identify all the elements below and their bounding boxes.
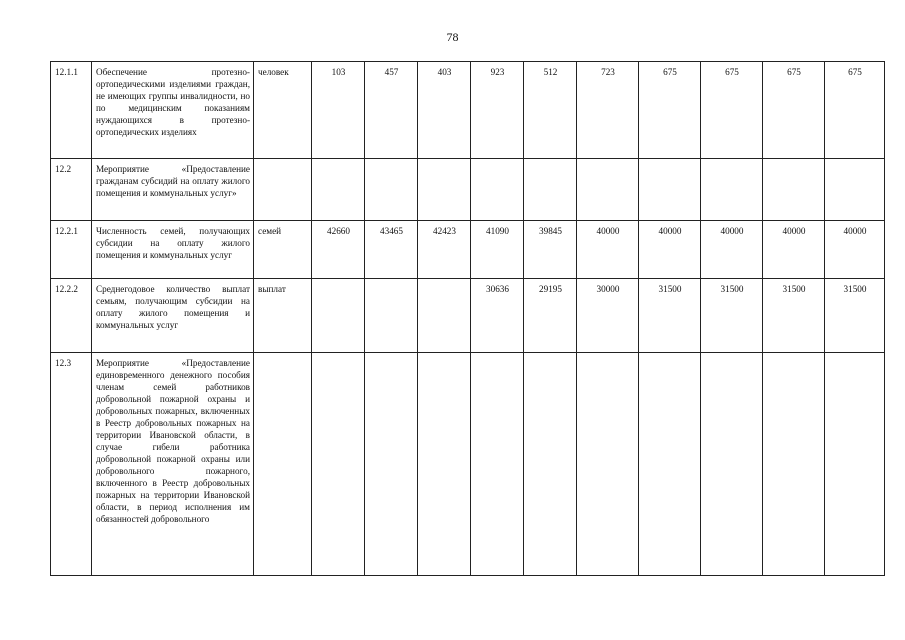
row-value: 31500: [825, 279, 885, 353]
row-value: [825, 353, 885, 576]
row-value: 923: [471, 62, 524, 159]
row-name: Среднегодовое количество выплат семьям, получающим субсидии на оплату жилого помещения и коммунальных услуг: [92, 279, 254, 353]
row-value: [365, 279, 418, 353]
row-value: [639, 159, 701, 221]
row-unit: [254, 159, 312, 221]
row-value: 31500: [639, 279, 701, 353]
row-value: [471, 159, 524, 221]
row-value: 39845: [524, 221, 577, 279]
row-name: Мероприятие «Предоставление единовременного денежного пособия членам семей работников добровольной пожарной охраны и добровольных пожарных, включенных в Реестр добровольных пожарных на территории Ивановской области, в случае гибели работника добровольной пожарной охраны или добровольного пожарного, включенного в Реестр добровольных пожарных на территории Ивановской области, в период исполнения им обязанностей добровольного: [92, 353, 254, 576]
row-value: 40000: [577, 221, 639, 279]
row-value: 42423: [418, 221, 471, 279]
row-value: 457: [365, 62, 418, 159]
indicators-table: [50, 61, 885, 576]
row-value: [471, 353, 524, 576]
row-value: 675: [763, 62, 825, 159]
row-value: 403: [418, 62, 471, 159]
row-value: 675: [639, 62, 701, 159]
row-value: [639, 353, 701, 576]
row-value: 40000: [825, 221, 885, 279]
row-value: [701, 353, 763, 576]
row-value: 675: [701, 62, 763, 159]
row-value: 40000: [639, 221, 701, 279]
row-name: Численность семей, получающих субсидии на оплату жилого помещения и коммунальных услуг: [92, 221, 254, 279]
row-value: 31500: [701, 279, 763, 353]
row-code: 12.3: [51, 353, 92, 576]
row-value: [524, 353, 577, 576]
row-value: 723: [577, 62, 639, 159]
row-value: [365, 159, 418, 221]
row-value: [577, 353, 639, 576]
row-unit: выплат: [254, 279, 312, 353]
row-value: [418, 159, 471, 221]
row-value: 29195: [524, 279, 577, 353]
row-value: 31500: [763, 279, 825, 353]
table-row: [51, 353, 885, 576]
row-name: Мероприятие «Предоставление гражданам субсидий на оплату жилого помещения и коммунальных услуг»: [92, 159, 254, 221]
row-value: 40000: [701, 221, 763, 279]
row-value: [524, 159, 577, 221]
table-row: [51, 221, 885, 279]
row-value: 30636: [471, 279, 524, 353]
row-value: 675: [825, 62, 885, 159]
row-value: 43465: [365, 221, 418, 279]
row-value: 30000: [577, 279, 639, 353]
row-value: [418, 279, 471, 353]
row-value: [312, 159, 365, 221]
row-value: [825, 159, 885, 221]
row-value: 41090: [471, 221, 524, 279]
row-unit: семей: [254, 221, 312, 279]
page-number: 78: [446, 30, 459, 44]
row-code: 12.2.2: [51, 279, 92, 353]
row-value: 512: [524, 62, 577, 159]
row-value: [701, 159, 763, 221]
row-code: 12.2: [51, 159, 92, 221]
row-unit: человек: [254, 62, 312, 159]
row-name: Обеспечение протезно-ортопедическими изделиями граждан, не имеющих группы инвалидности, но по медицинским показаниям нуждающихся в протезно-ортопедических изделиях: [92, 62, 254, 159]
row-unit: [254, 353, 312, 576]
table-row: [51, 62, 885, 159]
row-value: [763, 353, 825, 576]
row-code: 12.2.1: [51, 221, 92, 279]
row-value: [312, 353, 365, 576]
row-code: 12.1.1: [51, 62, 92, 159]
row-value: [418, 353, 471, 576]
row-value: 40000: [763, 221, 825, 279]
table-row: [51, 159, 885, 221]
row-value: 103: [312, 62, 365, 159]
row-value: 42660: [312, 221, 365, 279]
row-value: [763, 159, 825, 221]
table-row: [51, 279, 885, 353]
row-value: [312, 279, 365, 353]
row-value: [577, 159, 639, 221]
row-value: [365, 353, 418, 576]
